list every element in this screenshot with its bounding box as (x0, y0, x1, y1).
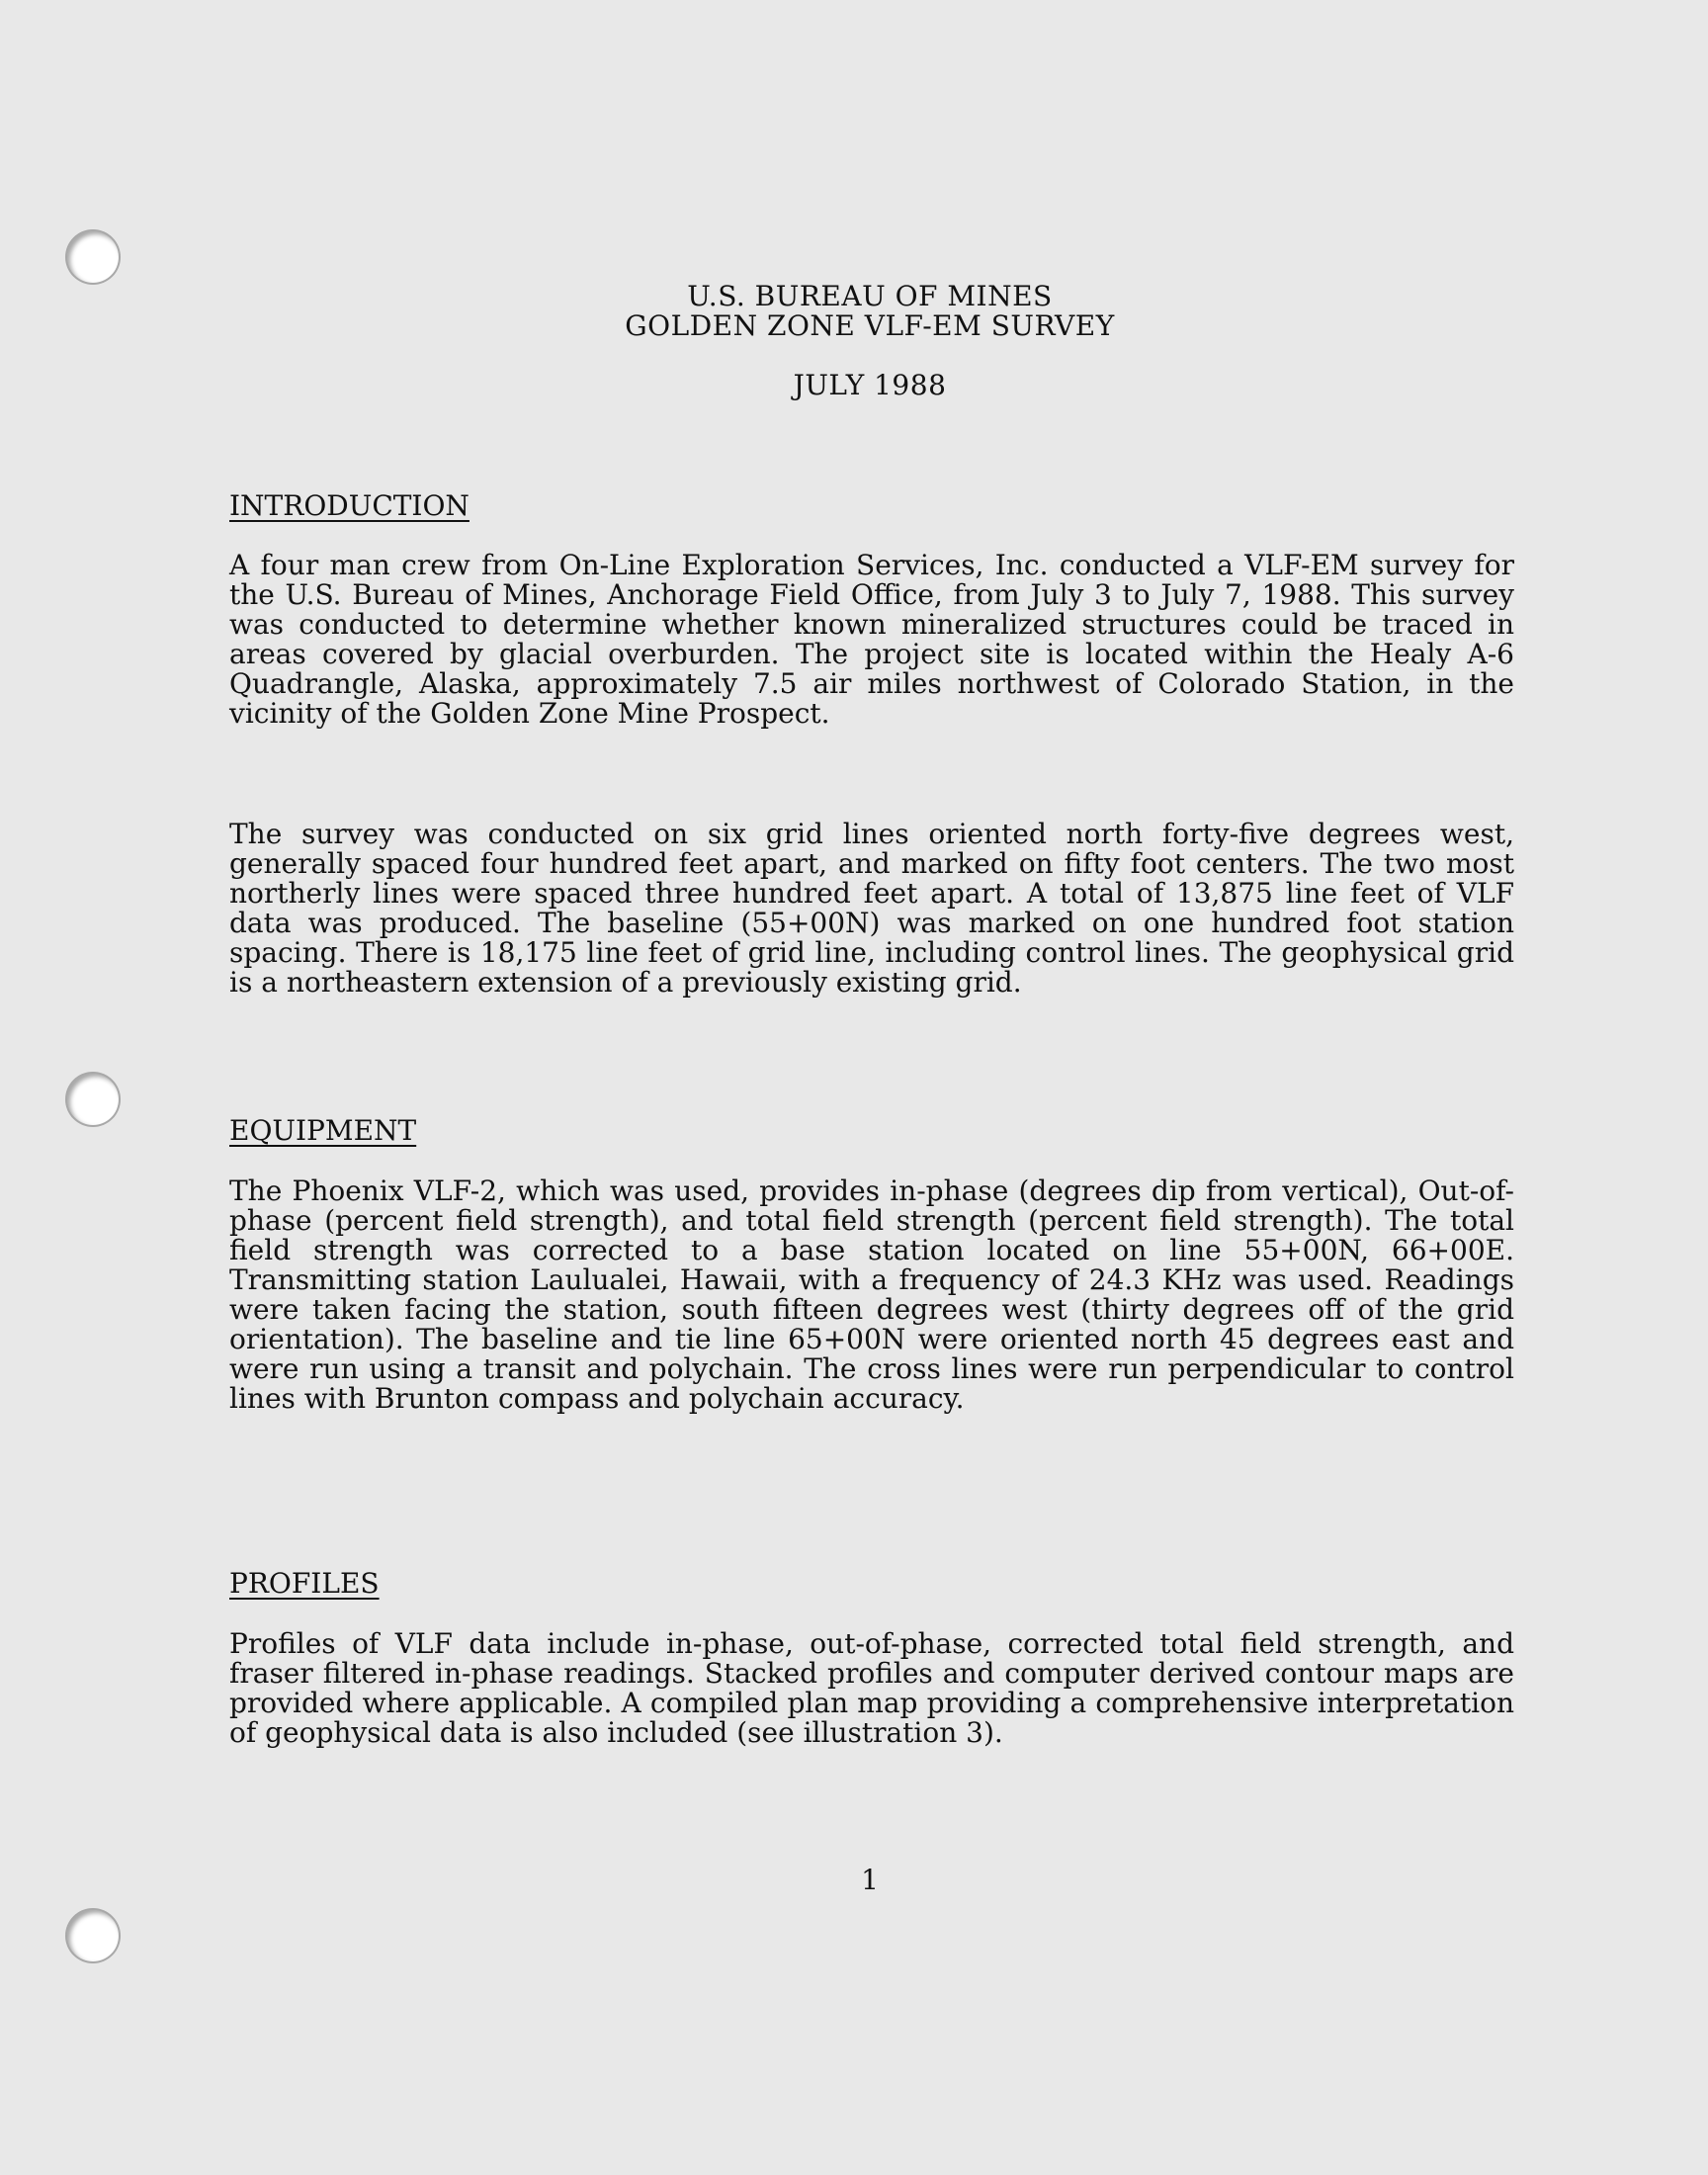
profiles-paragraph-1: Profiles of VLF data include in-phase, out-of-phase, corrected total field strength, and fraser filtered in-phase readings. Stacked profiles and computer derived contour maps are provided where applicable. A compiled plan map providing a comprehensive interpretation of geophysical data is also included (see illustration 3). (229, 1627, 1514, 1749)
equipment-heading: EQUIPMENT (229, 1114, 417, 1147)
profiles-heading: PROFILES (229, 1567, 380, 1600)
introduction-paragraph-2: The survey was conducted on six grid lines oriented north forty-five degrees west, generally spaced four hundred feet apart, and marked on fifty foot centers. The two most northerly lines were spaced three hundred feet apart. A total of 13,875 line feet of VLF data was produced. The baseline (55+00N) was marked on one hundred foot station spacing. There is 18,175 line feet of grid line, including control lines. The geophysical grid is a northeastern extension of a previously existing grid. (229, 818, 1514, 999)
punch-hole-top (67, 231, 119, 283)
document-date: JULY 1988 (793, 369, 947, 401)
equipment-paragraph-1: The Phoenix VLF-2, which was used, provides in-phase (degrees dip from vertical), Out-of-phase (percent field strength), and total field strength (percent field strength). The total field strength was corrected to a base station located on line 55+00N, 66+00E. Transmitting station Laulualei, Hawaii, with a frequency of 24.3 KHz was used. Readings were taken facing the station, south fifteen degrees west (thirty degrees off of the grid orientation). The baseline and tie line 65+00N were oriented north 45 degrees east and were run using a transit and polychain. The cross lines were run perpendicular to control lines with Brunton compass and polychain accuracy. (229, 1174, 1514, 1415)
introduction-paragraph-1: A four man crew from On-Line Exploration Services, Inc. conducted a VLF-EM survey for the U.S. Bureau of Mines, Anchorage Field Office, from July 3 to July 7, 1988. This survey was conducted to determine whether known mineralized structures could be traced in areas covered by glacial overburden. The project site is located within the Healy A-6 Quadrangle, Alaska, approximately 7.5 air miles northwest of Colorado Station, in the vicinity of the Golden Zone Mine Prospect. (229, 549, 1514, 730)
introduction-heading: INTRODUCTION (229, 489, 470, 522)
document-title-agency: U.S. BUREAU OF MINES (687, 280, 1053, 312)
punch-hole-bottom (67, 1910, 119, 1961)
document-title-survey: GOLDEN ZONE VLF-EM SURVEY (625, 309, 1115, 342)
punch-hole-middle (67, 1074, 119, 1125)
page-number: 1 (861, 1864, 879, 1896)
